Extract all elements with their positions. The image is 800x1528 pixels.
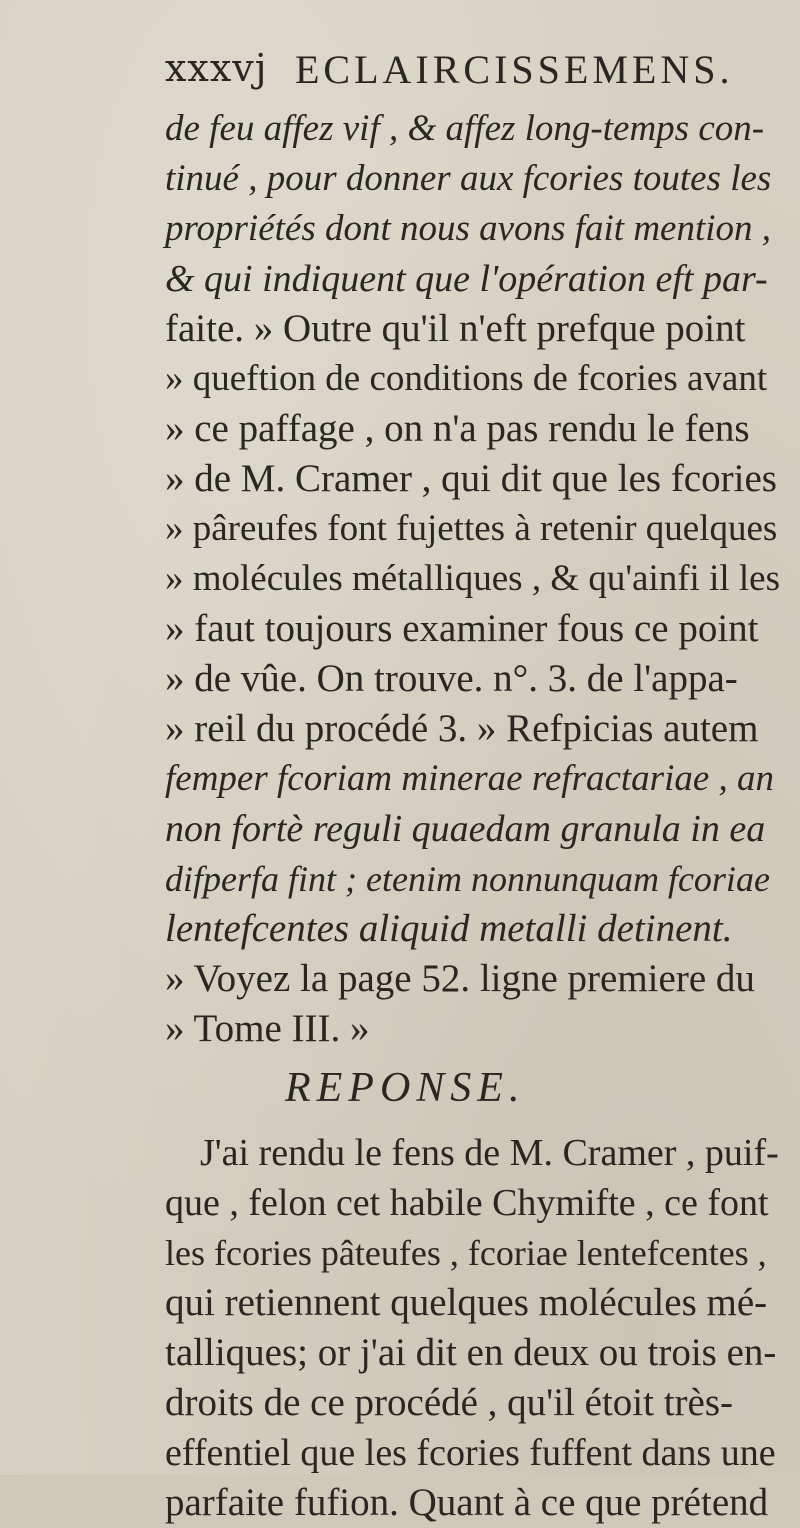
page-header	[165, 40, 755, 96]
text-line: de feu affez vif , & affez long-temps con-	[165, 108, 765, 149]
text-line: » pâreufes font fujettes à retenir quelques	[165, 508, 778, 549]
text-line: que , felon cet habile Chymifte , ce font	[165, 1182, 769, 1224]
text-line: » reil du procédé 3. » Refpicias autem	[165, 707, 759, 750]
running-head: ECLAIRCISSEMENS.	[295, 47, 734, 92]
section-heading: REPONSE.	[285, 1065, 526, 1111]
text-line: » faut toujours examiner fous ce point	[165, 607, 759, 650]
text-line: les fcories pâteufes , fcoriae lentefcentes ,	[165, 1233, 767, 1273]
text-line: » molécules métalliques , & qu'ainfi il les	[165, 558, 780, 599]
text-line: » de vûe. On trouve. n°. 3. de l'appa-	[165, 657, 738, 700]
text-line: qui retiennent quelques molécules mé-	[165, 1281, 768, 1324]
text-line: J'ai rendu le fens de M. Cramer , puif-	[200, 1132, 779, 1174]
text-line: non fortè reguli quaedam granula in ea	[165, 808, 766, 850]
text-line: faite. » Outre qu'il n'eft prefque point	[165, 307, 746, 350]
folio-number: xxxvj	[165, 46, 268, 90]
text-line: difperfa fint ; etenim nonnunquam fcoriae	[165, 859, 770, 899]
text-line: femper fcoriam minerae refractariae , an	[165, 758, 775, 799]
text-line: » Tome III. »	[165, 1007, 370, 1050]
text-line: talliques; or j'ai dit en deux ou trois en-	[165, 1331, 777, 1374]
text-line: » queftion de conditions de fcories avant	[165, 358, 768, 399]
text-line: parfaite fufion. Quant à ce que prétend	[165, 1481, 769, 1524]
text-line: & qui indiquent que l'opération eft par-	[165, 258, 768, 300]
text-line: effentiel que les fcories fuffent dans une	[165, 1432, 776, 1474]
text-line: tinué , pour donner aux fcories toutes les	[165, 158, 772, 199]
text-line: » ce paffage , on n'a pas rendu le fens	[165, 407, 750, 450]
text-line: propriétés dont nous avons fait mention ,	[165, 208, 772, 249]
text-line: » Voyez la page 52. ligne premiere du	[165, 957, 755, 1000]
text-line: droits de ce procédé , qu'il étoit très-	[165, 1381, 733, 1424]
text-line: » de M. Cramer , qui dit que les fcories	[165, 457, 777, 500]
text-line: lentefcentes aliquid metalli detinent.	[165, 907, 733, 950]
